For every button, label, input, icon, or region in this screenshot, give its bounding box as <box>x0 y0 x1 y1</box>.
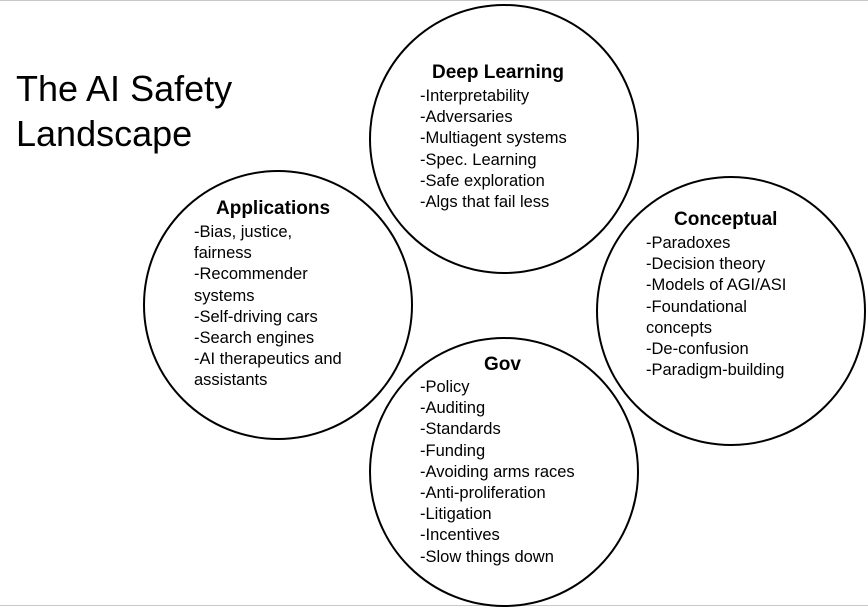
list-item: -Avoiding arms races <box>420 462 575 481</box>
list-item: -Litigation <box>420 505 492 524</box>
list-item: -Auditing <box>420 399 486 418</box>
list-item: -Multiagent systems <box>420 129 567 148</box>
list-item: systems <box>194 286 255 305</box>
list-item: -Foundational <box>646 297 747 316</box>
list-item: -Search engines <box>194 329 315 348</box>
list-item: -Adversaries <box>420 108 513 127</box>
title-line-2: Landscape <box>16 113 193 154</box>
list-item: concepts <box>646 318 713 337</box>
list-item: -Interpretability <box>420 87 530 105</box>
list-item: -Funding <box>420 441 486 460</box>
list-item: -Algs that fail less <box>420 193 550 212</box>
list-item: assistants <box>194 371 268 390</box>
top-border <box>0 0 868 1</box>
conceptual-list <box>646 233 786 381</box>
list-item: -Paradigm-building <box>646 361 785 380</box>
list-item: -Recommender <box>194 265 308 284</box>
list-item: -Decision theory <box>646 255 766 274</box>
gov-heading: Gov <box>484 354 521 375</box>
list-item: -De-confusion <box>646 340 749 359</box>
list-item: -Models of AGI/ASI <box>646 276 787 295</box>
page-title <box>16 66 232 156</box>
list-item: -AI therapeutics and <box>194 350 342 369</box>
list-item: -Paradoxes <box>646 234 731 252</box>
title-line-1: The AI Safety <box>16 68 233 109</box>
deep-learning-heading: Deep Learning <box>432 62 564 83</box>
list-item: -Incentives <box>420 526 500 545</box>
applications-heading: Applications <box>216 198 331 219</box>
applications-list <box>194 222 342 392</box>
list-item: -Slow things down <box>420 547 554 566</box>
list-item: -Anti-proliferation <box>420 484 546 503</box>
deep-learning-list <box>420 86 567 213</box>
bottom-border <box>0 605 868 606</box>
list-item: -Policy <box>420 378 470 396</box>
list-item: -Self-driving cars <box>194 307 318 326</box>
gov-list <box>420 377 575 568</box>
list-item: -Bias, justice, <box>194 223 293 241</box>
list-item: -Spec. Learning <box>420 150 537 169</box>
list-item: fairness <box>194 244 252 263</box>
list-item: -Standards <box>420 420 501 439</box>
conceptual-heading: Conceptual <box>674 209 778 230</box>
list-item: -Safe exploration <box>420 171 545 190</box>
